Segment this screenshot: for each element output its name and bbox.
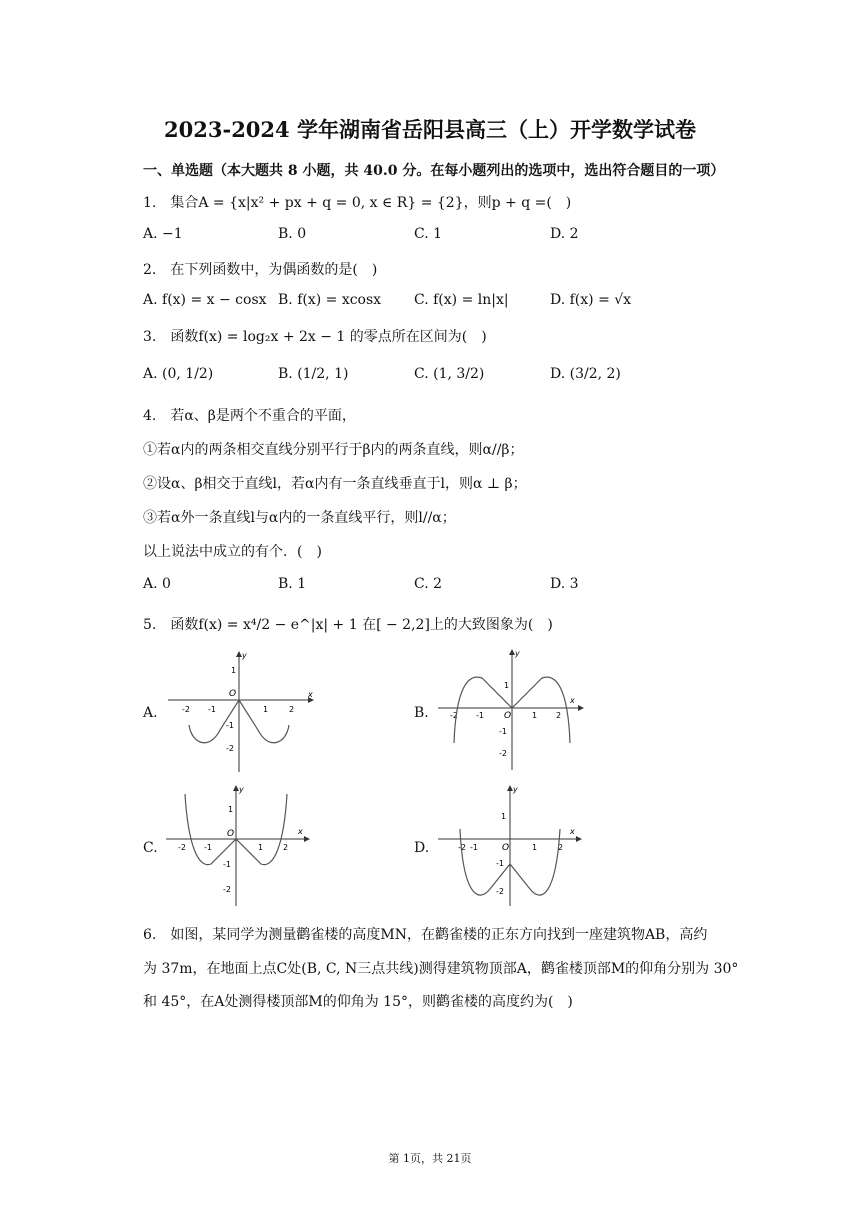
axis-tick-label: -1 (208, 705, 216, 714)
q1-option-a: A. −1 (143, 226, 183, 242)
axis-tick-label: 2 (558, 843, 564, 852)
axis-tick-label: 1 (263, 705, 269, 714)
axis-tick-label: 2 (556, 711, 562, 720)
axis-tick-label: y (239, 785, 244, 794)
graph-c (166, 784, 316, 909)
q5-option-d: D. (414, 840, 430, 856)
page-footer: 第 1页，共 21页 (388, 1152, 472, 1165)
q3-option-d: D. (3/2, 2) (550, 366, 621, 382)
axis-tick-label: x (570, 827, 575, 836)
axis-x-label: x (308, 690, 313, 699)
axis-tick-label: y (515, 649, 520, 658)
axis-tick-label: 1 (501, 812, 507, 821)
axis-tick-label: -2 (496, 887, 504, 896)
axis-tick-label: 1 (258, 843, 264, 852)
axis-tick-label: 1 (532, 843, 538, 852)
axis-tick-label: O (504, 711, 512, 721)
axis-tick-label: -2 (182, 705, 190, 714)
axis-tick-label: -2 (223, 885, 231, 894)
q5-option-b: B. (414, 705, 429, 721)
axis-tick-label: -1 (476, 711, 484, 720)
graph-b (438, 648, 588, 773)
axis-tick-label: -2 (458, 843, 466, 852)
axis-tick-label: -2 (226, 744, 234, 753)
axis-tick-label: 1 (532, 711, 538, 720)
page-title: 2023-2024 学年湖南省岳阳县高三（上）开学数学试卷 (164, 117, 696, 142)
q5-option-c: C. (143, 840, 158, 856)
axis-tick-label: -2 (450, 711, 458, 720)
section-heading: 一、单选题（本大题共 8 小题，共 40.0 分。在每小题列出的选项中，选出符合题目的一项） (143, 163, 725, 179)
axis-tick-label: 2 (283, 843, 289, 852)
axis-tick-label: y (513, 785, 518, 794)
question-6-line-3: 和 45°，在A处测得楼顶部M的仰角为 15°，则鹳雀楼的高度约为( ) (143, 994, 573, 1010)
axis-tick-label: -1 (226, 721, 234, 730)
q4-statement-3: ③若α外一条直线l与α内的一条直线平行，则l//α； (143, 510, 456, 526)
axis-tick-label: x (298, 827, 303, 836)
question-3-stem: 3. 函数f(x) = log₂x + 2x − 1 的零点所在区间为( ) (143, 329, 487, 345)
axis-y-label: y (242, 651, 247, 660)
axis-tick-label: 1 (504, 681, 510, 690)
q1-option-c: C. 1 (414, 226, 443, 242)
axis-tick-label: -1 (499, 727, 507, 736)
q3-option-c: C. (1, 3/2) (414, 366, 485, 382)
q4-option-c: C. 2 (414, 576, 443, 592)
question-4-stem: 4. 若α、β是两个不重合的平面， (143, 408, 356, 424)
q4-statement-2: ②设α、β相交于直线l，若α内有一条直线垂直于l，则α ⊥ β； (143, 476, 527, 492)
q4-option-d: D. 3 (550, 576, 579, 592)
q4-statement-4: 以上说法中成立的有个．( ) (143, 544, 322, 560)
q1-option-b: B. 0 (278, 226, 307, 242)
question-2-stem: 2. 在下列函数中，为偶函数的是( ) (143, 262, 378, 278)
question-6-line-2: 为 37m，在地面上点C处(B, C, N三点共线)测得建筑物顶部A，鹳雀楼顶部M的仰角分别为 30° (143, 961, 739, 977)
q3-option-a: A. (0, 1/2) (143, 366, 214, 382)
axis-tick-label: 1 (228, 805, 234, 814)
q1-option-d: D. 2 (550, 226, 579, 242)
question-1-stem: 1. 集合A = {x|x² + px + q = 0, x ∈ R} = {2}，则p + q =( ) (143, 195, 572, 211)
q2-option-c: C. f(x) = ln|x| (414, 292, 509, 308)
axis-tick-label: 1 (231, 666, 237, 675)
graph-d (438, 784, 588, 909)
origin-label: O (229, 689, 237, 699)
graph-a (168, 650, 318, 775)
q4-statement-1: ①若α内的两条相交直线分别平行于β内的两条直线，则α//β； (143, 442, 524, 458)
q2-option-d: D. f(x) = √x (550, 292, 632, 308)
axis-tick-label: -1 (223, 860, 231, 869)
axis-tick-label: -1 (204, 843, 212, 852)
q2-option-a: A. f(x) = x − cosx (143, 292, 267, 308)
question-5-stem: 5. 函数f(x) = x⁴/2 − e^|x| + 1 在[ − 2,2]上的大致图象为( ) (143, 617, 553, 633)
axis-tick-label: -2 (499, 749, 507, 758)
axis-tick-label: x (570, 696, 575, 705)
question-6-line-1: 6. 如图，某同学为测量鹳雀楼的高度MN，在鹳雀楼的正东方向找到一座建筑物AB，高约 (143, 927, 708, 943)
q5-option-a: A. (143, 705, 158, 721)
axis-tick-label: -1 (470, 843, 478, 852)
q2-option-b: B. f(x) = xcosx (278, 292, 382, 308)
q3-option-b: B. (1/2, 1) (278, 366, 349, 382)
axis-tick-label: O (227, 829, 235, 839)
axis-tick-label: 2 (289, 705, 295, 714)
q4-option-b: B. 1 (278, 576, 307, 592)
axis-tick-label: O (502, 843, 510, 853)
q4-option-a: A. 0 (143, 576, 171, 592)
axis-tick-label: -2 (178, 843, 186, 852)
axis-tick-label: -1 (496, 859, 504, 868)
